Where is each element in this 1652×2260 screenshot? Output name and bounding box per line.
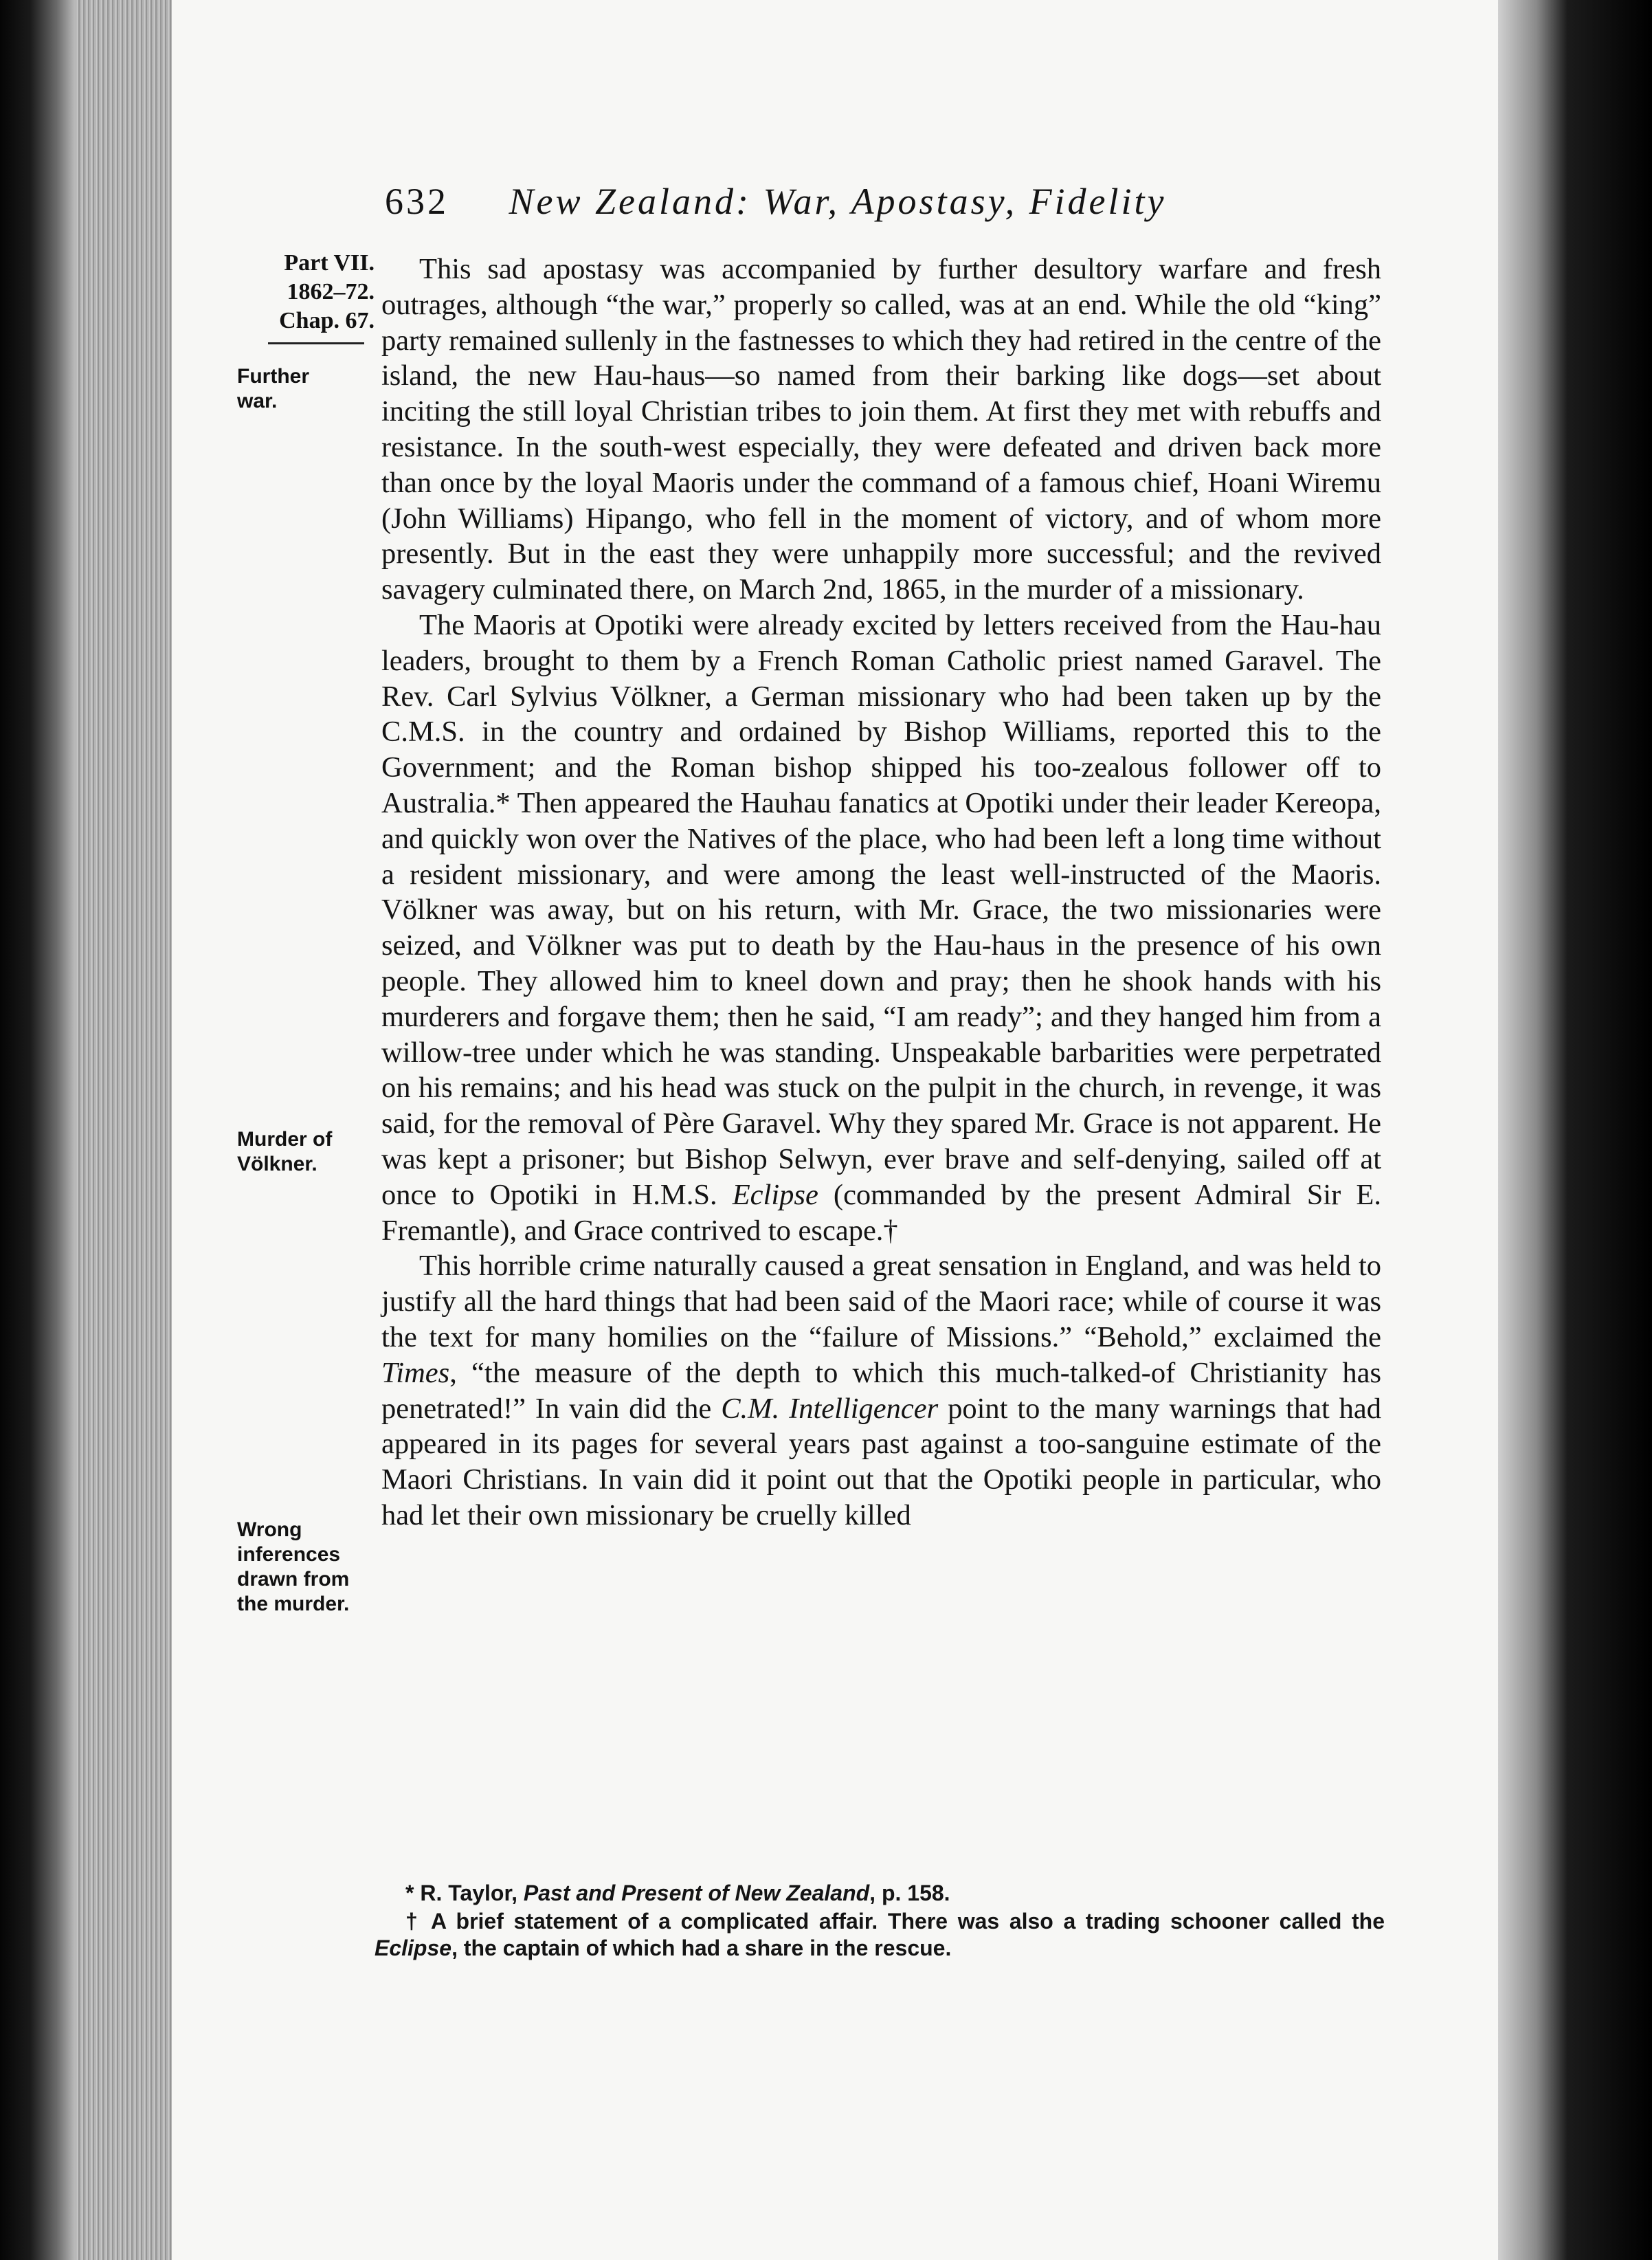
sidenote-murder bbox=[237, 1127, 385, 1177]
paragraph-2 bbox=[381, 608, 1381, 1248]
sidenote-chapter: Chap. 67. bbox=[279, 308, 375, 333]
running-title: New Zealand: War, Apostasy, Fidelity bbox=[509, 181, 1167, 222]
periodical-title: C.M. Intelligencer bbox=[721, 1392, 939, 1425]
footnote-2-ship-name: Eclipse bbox=[375, 1936, 452, 1960]
sidenote-further-war-line1: Further bbox=[237, 365, 309, 388]
body-text bbox=[381, 252, 1381, 1533]
footnote-1-book-title: Past and Present of New Zealand bbox=[523, 1881, 870, 1905]
sidenote-part-label: Part VII. bbox=[284, 250, 375, 276]
paragraph-3-part-b: , “the measure of the depth to which this much-talked-of Christianity has penetrated!” In vain did the bbox=[381, 1356, 1381, 1425]
footnote-1-part-b: , p. 158. bbox=[869, 1881, 950, 1905]
paragraph-2-part-b: Then appeared the Hauhau fanatics at Opotiki under their leader Kereopa, and quickly won over the Natives of the place, who had been left a long time without a resident missionary, and were among the least well-instructed of the Maoris. Völkner was away, but on his return, with Mr. Grace, the two missionaries were seized, and Völkner was put to death by the Hau-haus in the presence of his own people. They allowed him to kneel down and pray; then he shook hands with his murderers and forgave them; then he said, “I am ready”; and they hanged him from a willow-tree under which he was standing. Unspeakable barbarities were perpetrated on his remains; and his head was stuck on the pulpit in the church, in revenge, it was said, for the removal of Père Garavel. Why they spared Mr. Grace is not apparent. He was kept a prisoner; but Bishop Selwyn, ever brave and self-denying, sailed off at once to Opotiki in H.M.S. bbox=[381, 786, 1381, 1211]
running-header bbox=[385, 180, 1443, 223]
footnote-1-part-a: * R. Taylor, bbox=[405, 1881, 524, 1905]
sidenote-part bbox=[227, 249, 375, 350]
right-binding-shadow bbox=[1498, 0, 1652, 2260]
sidenote-wrong-line2: inferences bbox=[237, 1543, 341, 1566]
footnote-2-part-a: † A brief statement of a complicated affair. There was also a trading schooner called the bbox=[405, 1909, 1385, 1934]
sidenote-wrong-line3: drawn from bbox=[237, 1568, 350, 1591]
sidenote-murder-line1: Murder of bbox=[237, 1128, 333, 1151]
paragraph-2-part-c: (commanded by the present Admiral Sir E. Fremantle), and Grace contrived to escape.† bbox=[381, 1178, 1382, 1247]
sidenote-wrong-line4: the murder. bbox=[237, 1593, 350, 1615]
sidenote-further-war-line2: war. bbox=[237, 390, 278, 412]
sidenote-divider bbox=[268, 342, 364, 344]
page-edges bbox=[76, 0, 172, 2260]
footnote-1 bbox=[375, 1880, 1385, 1907]
paragraph-3-part-a: This horrible crime naturally caused a great sensation in England, and was held to justify all the hard things that had been said of the Maori race; while of course it was the text for many homilies on the “failure of Missions.” “Behold,” exclaimed the bbox=[381, 1250, 1381, 1353]
footnote-2 bbox=[375, 1908, 1385, 1962]
newspaper-title: Times bbox=[381, 1356, 450, 1389]
ship-name: Eclipse bbox=[732, 1178, 818, 1211]
paragraph-3-part-c: point to the many warnings that had appeared in its pages for several years past against a too-sanguine estimate of the Maori Christians. In vain did it point out that the Opotiki people in particular, who had let their own missionary be cruelly killed bbox=[381, 1392, 1382, 1531]
footnotes bbox=[375, 1880, 1385, 1963]
sidenote-wrong-inferences bbox=[237, 1518, 385, 1617]
sidenote-years: 1862–72. bbox=[287, 279, 375, 304]
paragraph-1: This sad apostasy was accompanied by further desultory warfare and fresh outrages, although “the war,” properly so called, was at an end. While the old “king” party remained sullenly in the fastnesses to which they had retired in the centre of the island, the new Hau-haus—so named from their barking like dogs—set about inciting the still loyal Christian tribes to join them. At first they met with rebuffs and resistance. In the south-west especially, they were defeated and driven back more than once by the loyal Maoris under the command of a famous chief, Hoani Wiremu (John Williams) Hipango, who fell in the moment of victory, and of whom more presently. But in the east they were unhappily more successful; and the revived savagery culminated there, on March 2nd, 1865, in the murder of a missionary. bbox=[381, 253, 1381, 606]
paragraph-3 bbox=[381, 1248, 1381, 1533]
paragraph-2-part-a: The Maoris at Opotiki were already excited by letters received from the Hau-hau leaders, brought to them by a French Roman Catholic priest named Garavel. The Rev. Carl Sylvius Völkner, a German missionary who had been taken up by the C.M.S. in the country and ordained by Bishop Williams, reported this to the Government; and the Roman bishop shipped his too-zealous follower off to Australia.* bbox=[381, 608, 1381, 819]
page-number: 632 bbox=[385, 181, 449, 222]
sidenote-murder-line2: Völkner. bbox=[237, 1153, 317, 1175]
sidenote-wrong-line1: Wrong bbox=[237, 1518, 302, 1541]
footnote-2-part-b: , the captain of which had a share in the rescue. bbox=[451, 1936, 952, 1960]
left-binding-shadow bbox=[0, 0, 76, 2260]
sidenote-further-war bbox=[237, 364, 385, 414]
